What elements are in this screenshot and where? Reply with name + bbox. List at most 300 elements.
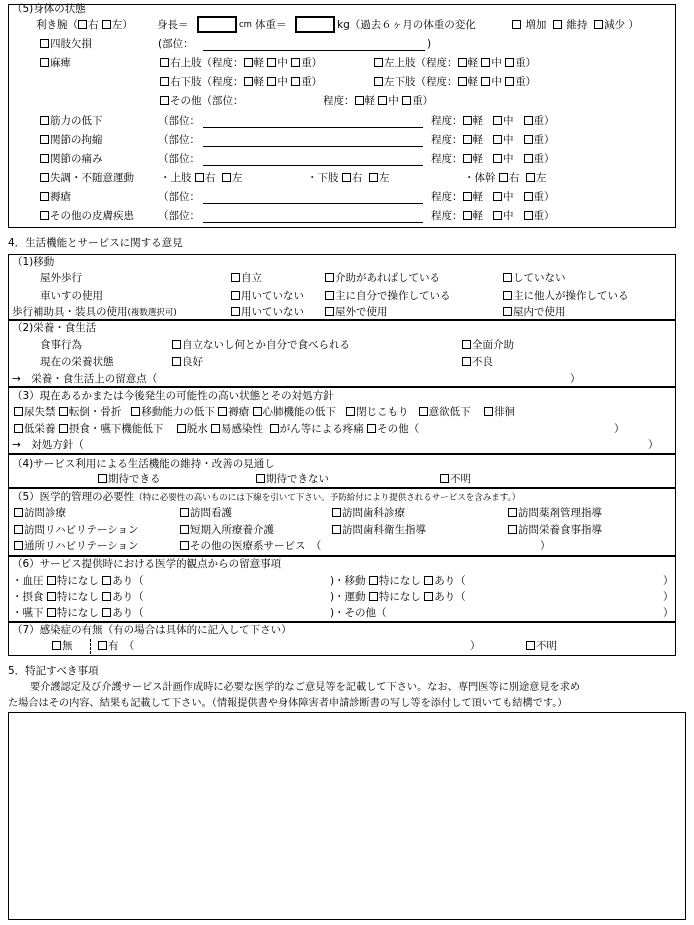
- left-label: 左: [379, 172, 390, 184]
- prospect-expect-checkbox[interactable]: [98, 474, 107, 483]
- medical-title-text: （5）医学的管理の必要性: [12, 491, 135, 503]
- degree-heavy: 重）: [533, 210, 555, 222]
- ataxia-checkbox[interactable]: [40, 173, 49, 182]
- notes-close: ): [330, 575, 335, 587]
- degree-label: 程度：: [431, 115, 463, 127]
- right-label: 右: [508, 172, 520, 184]
- wheel-self-label: 主に自分で操作している: [335, 290, 451, 302]
- pu-mid-checkbox[interactable]: [493, 192, 502, 201]
- skin-disease-site-line[interactable]: [203, 222, 423, 223]
- limb-loss-site-label: (部位：: [158, 38, 194, 50]
- nutrition-note[interactable]: → 栄養・食生活上の留意点（: [12, 373, 158, 385]
- cond-motivation-checkbox[interactable]: [419, 407, 428, 416]
- notes-title: （6）サービス提供時における医学的観点からの留意事項: [12, 558, 282, 570]
- notes-other: [334, 608, 387, 619]
- prospect-title: （4)サービス利用による生活機能の維持・改善の見通し: [12, 458, 275, 470]
- degree-heavy: 重）: [533, 153, 555, 165]
- ataxia-lower-left-checkbox[interactable]: [369, 173, 378, 182]
- outdoor-not-label: していない: [513, 272, 566, 284]
- outdoor-indep: [231, 273, 262, 284]
- medical-r3c1: [14, 541, 139, 552]
- lu-light-checkbox[interactable]: [458, 58, 467, 67]
- ataxia-lower-right-checkbox[interactable]: [342, 173, 351, 182]
- none-label: 特になし: [56, 591, 99, 603]
- ataxia-lower: [307, 173, 390, 184]
- limb-loss-row: [40, 39, 92, 50]
- sd-heavy-checkbox[interactable]: [524, 211, 533, 220]
- special-notes-text1: 要介護認定及び介護サービス計画作成時に必要な医学的なご意見等を記載して下さい。なお、専門医等に別途意見を求め: [30, 682, 581, 693]
- outdoor-assist-label: 介助があればしている: [335, 272, 440, 284]
- medical-label: 訪問看護: [190, 507, 232, 519]
- right-label: 右: [351, 172, 363, 184]
- cond-label: 心肺機能の低下: [262, 406, 337, 418]
- jp-heavy-checkbox[interactable]: [524, 154, 533, 163]
- pressure-ulcer-checkbox[interactable]: [40, 192, 49, 201]
- paralysis-other-checkbox[interactable]: [160, 96, 169, 105]
- sd-mid-checkbox[interactable]: [493, 211, 502, 220]
- degree-mid: 中: [503, 115, 514, 127]
- short-stay-checkbox[interactable]: [180, 525, 189, 534]
- muscle-weakness-site: （部位：: [158, 115, 200, 127]
- notes-exercise: [334, 592, 466, 603]
- joint-pain-row: [40, 154, 103, 165]
- policy-close: ）: [648, 439, 659, 451]
- skin-disease-degree: [431, 211, 555, 222]
- cond-label: 徘徊: [493, 406, 515, 418]
- degree-mid: 中: [503, 210, 514, 222]
- medical-row1: [14, 508, 66, 519]
- eat-full-label: 全面介助: [472, 339, 514, 351]
- wheelchair-label: 車いすの使用: [40, 290, 103, 302]
- cond-ulcer-checkbox[interactable]: [218, 407, 227, 416]
- medical-r1c4: [508, 508, 602, 519]
- medical-r3c2: [180, 541, 321, 552]
- cond-wandering-checkbox[interactable]: [484, 407, 493, 416]
- notes-close: ）: [663, 591, 674, 603]
- degree-heavy: 重）: [533, 134, 555, 146]
- muscle-weakness-site-line[interactable]: [203, 127, 423, 128]
- jp-light-checkbox[interactable]: [463, 154, 472, 163]
- weight-up-label: 増加: [525, 19, 547, 31]
- infection-yes-checkbox[interactable]: [98, 641, 107, 650]
- cond-cancer-pain-checkbox[interactable]: [270, 424, 279, 433]
- aids-note: (複数選択可): [127, 308, 177, 318]
- eat-self-label: 自立ないし何とか自分で食べられる: [182, 339, 350, 351]
- rl-mid-checkbox[interactable]: [267, 77, 276, 86]
- skin-disease-row: [40, 211, 134, 222]
- wheel-self-checkbox[interactable]: [325, 291, 334, 300]
- infection-unknown: [526, 641, 557, 652]
- conditions-title: （3）現在あるかまたは今後発生の可能性の高い状態とその対処方針: [12, 390, 334, 402]
- degree-heavy: 重）: [301, 76, 323, 88]
- po-light-checkbox[interactable]: [355, 96, 364, 105]
- wheel-not-label: 用いていない: [241, 290, 304, 302]
- notes-eat: [12, 592, 144, 603]
- medical-label: 通所リハビリテーション: [24, 540, 139, 552]
- height-unit: cm: [239, 20, 252, 30]
- left-lower-checkbox[interactable]: [374, 77, 383, 86]
- move-yes-checkbox[interactable]: [424, 576, 433, 585]
- ataxia-row: [40, 173, 134, 184]
- degree-heavy: 重）: [301, 57, 323, 69]
- po-mid-checkbox[interactable]: [378, 96, 387, 105]
- prospect-not-label: 期待できない: [266, 473, 329, 485]
- cond-label: 移動能力の低下: [141, 406, 215, 418]
- pressure-ulcer-label: 褥瘡: [50, 191, 71, 203]
- ataxia-upper-left-checkbox[interactable]: [222, 173, 231, 182]
- medical-title: [12, 492, 520, 503]
- infection-close: ）: [470, 640, 481, 652]
- policy-label[interactable]: → 対処方針（: [12, 439, 84, 451]
- cond-label: 閉じこもり: [356, 406, 409, 418]
- none-label: 特になし: [56, 575, 99, 587]
- lu-heavy-checkbox[interactable]: [505, 58, 514, 67]
- none-label: 特になし: [56, 607, 99, 619]
- nutrition-poor-checkbox[interactable]: [462, 357, 471, 366]
- aids-not-checkbox[interactable]: [231, 307, 240, 316]
- day-rehab-checkbox[interactable]: [14, 541, 23, 550]
- eat-self-checkbox[interactable]: [172, 340, 181, 349]
- cond-label: 褥瘡: [228, 406, 250, 418]
- cond-swallow-checkbox[interactable]: [59, 424, 68, 433]
- degree-light: 軽: [253, 57, 264, 69]
- cond-label: 意欲低下: [428, 406, 471, 418]
- weight-down-label: 減少 ）: [604, 19, 639, 31]
- limb-loss-checkbox[interactable]: [40, 39, 49, 48]
- dominant-right-checkbox[interactable]: [78, 20, 87, 29]
- joint-pain-site-line[interactable]: [203, 165, 423, 166]
- jp-mid-checkbox[interactable]: [493, 154, 502, 163]
- aids-outdoor-checkbox[interactable]: [325, 307, 334, 316]
- right-lower-label: 右下肢（程度：: [170, 76, 244, 88]
- ataxia-label: 失調・不随意運動: [50, 172, 134, 184]
- nutrition-guidance-checkbox[interactable]: [508, 525, 517, 534]
- pharma-checkbox[interactable]: [508, 508, 517, 517]
- body-condition-box: [8, 4, 676, 228]
- medical-r2c3: [332, 525, 426, 536]
- ct-heavy-checkbox[interactable]: [524, 135, 533, 144]
- degree-heavy: 重）: [533, 191, 555, 203]
- ct-mid-checkbox[interactable]: [493, 135, 502, 144]
- cond-incontinence-checkbox[interactable]: [14, 407, 23, 416]
- medical-label: その他の医療系サービス （: [190, 540, 322, 552]
- swallow-yes-checkbox[interactable]: [102, 608, 111, 617]
- degree-label: 程度：: [431, 210, 463, 222]
- cond-label: 転倒・骨折: [68, 406, 122, 418]
- ll-heavy-checkbox[interactable]: [505, 77, 514, 86]
- ct-light-checkbox[interactable]: [463, 135, 472, 144]
- left-label: 左: [232, 172, 243, 184]
- upper-limb-label: ・上肢: [160, 172, 192, 184]
- notes-swallow: [12, 608, 144, 619]
- move-none-checkbox[interactable]: [369, 576, 378, 585]
- medical-r2c4: [508, 525, 602, 536]
- prospect-expect: [98, 474, 161, 485]
- degree-heavy: 重）: [412, 95, 434, 107]
- medical-label: 訪問栄養食事指導: [518, 524, 602, 536]
- degree-heavy: 重）: [515, 57, 537, 69]
- ru-heavy-checkbox[interactable]: [291, 58, 300, 67]
- exercise-label: ・運動: [334, 591, 366, 603]
- degree-mid: 中: [503, 134, 514, 146]
- home-visit-checkbox[interactable]: [14, 508, 23, 517]
- none-label: 特になし: [378, 575, 421, 587]
- degree-heavy: 重）: [533, 115, 555, 127]
- infection-no-checkbox[interactable]: [52, 641, 61, 650]
- aids-indoor-checkbox[interactable]: [503, 307, 512, 316]
- outdoor-indep-checkbox[interactable]: [231, 273, 240, 282]
- outdoor-not-checkbox[interactable]: [503, 273, 512, 282]
- paralysis-other-label: その他（部位：: [170, 95, 244, 107]
- wheel-other-checkbox[interactable]: [503, 291, 512, 300]
- paralysis-left-upper: [374, 58, 536, 69]
- yes-label: あり（: [434, 575, 466, 587]
- wheel-not: [231, 291, 304, 302]
- move-label: ・移動: [334, 575, 366, 587]
- dominant-left-checkbox[interactable]: [102, 20, 111, 29]
- weight-input[interactable]: [295, 16, 335, 33]
- degree-mid: 中: [491, 76, 502, 88]
- ll-mid-checkbox[interactable]: [481, 77, 490, 86]
- exercise-yes-checkbox[interactable]: [424, 592, 433, 601]
- nutrition-poor-label: 不良: [472, 356, 493, 368]
- cond-label: 易感染性: [221, 423, 264, 435]
- paralysis-right-upper: [160, 58, 322, 69]
- contracture-site-line[interactable]: [203, 146, 423, 147]
- none-label: 特になし: [378, 591, 421, 603]
- degree-light: 軽: [472, 210, 483, 222]
- special-notes-title: 5．特記すべき事項: [8, 665, 99, 677]
- degree-light: 軽: [472, 115, 483, 127]
- sd-light-checkbox[interactable]: [463, 211, 472, 220]
- right-lower-checkbox[interactable]: [160, 77, 169, 86]
- ru-mid-checkbox[interactable]: [267, 58, 276, 67]
- right-upper-checkbox[interactable]: [160, 58, 169, 67]
- infection-no: [52, 641, 73, 652]
- cond-withdrawal-checkbox[interactable]: [346, 407, 355, 416]
- nutrition-note-close: ）: [570, 373, 581, 385]
- contracture-degree: [431, 135, 555, 146]
- other-medical-checkbox[interactable]: [180, 541, 189, 550]
- medical-r1c3: [332, 508, 405, 519]
- other-label: ・その他（: [334, 607, 387, 619]
- degree-light: 軽: [472, 134, 483, 146]
- medical-label: 訪問診療: [24, 507, 66, 519]
- conditions-other-close: ）: [614, 423, 625, 435]
- cond-cardio-checkbox[interactable]: [253, 407, 262, 416]
- contracture-checkbox[interactable]: [40, 135, 49, 144]
- body-condition-title: （5)身体の状態: [12, 3, 86, 15]
- joint-pain-label: 関節の痛み: [50, 153, 103, 165]
- home-nursing-checkbox[interactable]: [180, 508, 189, 517]
- special-notes-text2: た場合はその内容、結果も記載して下さい。（情報提供書や身体障害者申請診断書の写し等を添付して頂いても結構です。）: [8, 698, 568, 709]
- nutrition-good-checkbox[interactable]: [172, 357, 181, 366]
- degree-label: 程度：: [431, 191, 463, 203]
- weight-same-checkbox[interactable]: [553, 20, 562, 29]
- nutrition-poor: [462, 357, 493, 368]
- medical-label: 訪問歯科診療: [342, 507, 405, 519]
- rl-light-checkbox[interactable]: [244, 77, 253, 86]
- pu-light-checkbox[interactable]: [463, 192, 472, 201]
- degree-mid: 中: [277, 76, 288, 88]
- mw-mid-checkbox[interactable]: [493, 116, 502, 125]
- degree-light: 軽: [253, 76, 264, 88]
- dominant-arm-label: 利き腕（: [36, 19, 78, 31]
- lu-mid-checkbox[interactable]: [481, 58, 490, 67]
- yes-label: あり（: [434, 591, 466, 603]
- wheel-not-checkbox[interactable]: [231, 291, 240, 300]
- dental-visit-checkbox[interactable]: [332, 508, 341, 517]
- cond-malnutrition-checkbox[interactable]: [14, 424, 23, 433]
- infection-unknown-checkbox[interactable]: [526, 641, 535, 650]
- swallow-label: ・嚥下: [12, 607, 44, 619]
- paralysis-right-lower: [160, 77, 322, 88]
- skin-disease-label: その他の皮膚疾患: [50, 210, 134, 222]
- po-heavy-checkbox[interactable]: [402, 96, 411, 105]
- weight-down-checkbox[interactable]: [594, 20, 603, 29]
- prospect-expect-label: 期待できる: [108, 473, 161, 485]
- eat-full-checkbox[interactable]: [462, 340, 471, 349]
- ataxia-upper: [160, 173, 243, 184]
- infection-unknown-label: 不明: [536, 640, 557, 652]
- degree-heavy: 重）: [515, 76, 537, 88]
- degree-light: 軽: [467, 76, 478, 88]
- special-notes-area[interactable]: [8, 712, 686, 920]
- movement-title: （1)移動: [12, 256, 55, 268]
- paralysis-row: [40, 58, 71, 69]
- dominant-right-label: 右: [88, 19, 99, 31]
- yes-label: あり（: [112, 591, 144, 603]
- exercise-none-checkbox[interactable]: [369, 592, 378, 601]
- nutrition-title: （2)栄養・食生活: [12, 322, 97, 334]
- limb-loss-label: 四肢欠損: [50, 38, 92, 50]
- medical-r2c1: [14, 525, 139, 536]
- degree-light: 軽: [472, 153, 483, 165]
- cond-fall-checkbox[interactable]: [59, 407, 68, 416]
- weight-change-options: [512, 20, 639, 31]
- aids-text: 歩行補助具・装具の使用: [12, 306, 128, 318]
- degree-mid: 中: [503, 153, 514, 165]
- prospect-unknown-label: 不明: [450, 473, 471, 485]
- skin-disease-checkbox[interactable]: [40, 211, 49, 220]
- cond-mobility-checkbox[interactable]: [131, 407, 140, 416]
- yes-label: あり（: [112, 607, 144, 619]
- eat-none-checkbox[interactable]: [47, 592, 56, 601]
- prospect-not-checkbox[interactable]: [256, 474, 265, 483]
- eat-full: [462, 340, 514, 351]
- degree-light: 軽: [364, 95, 375, 107]
- left-upper-label: 左上肢（程度：: [384, 57, 458, 69]
- mw-heavy-checkbox[interactable]: [524, 116, 533, 125]
- aids-outdoor: [325, 307, 388, 318]
- notes-close: ): [330, 591, 335, 603]
- aids-outdoor-label: 屋外で使用: [335, 306, 388, 318]
- cond-dehydration-checkbox[interactable]: [177, 424, 186, 433]
- medical-other-close: ）: [540, 540, 551, 552]
- joint-pain-checkbox[interactable]: [40, 154, 49, 163]
- notes-move: [334, 576, 466, 587]
- dominant-left-label: 左）: [111, 19, 133, 31]
- medical-r2c2: [180, 525, 274, 536]
- degree-label: 程度：: [431, 134, 463, 146]
- paralysis-checkbox[interactable]: [40, 58, 49, 67]
- paralysis-left-lower: [374, 77, 536, 88]
- section4-title: 4．生活機能とサービスに関する意見: [8, 237, 183, 249]
- outdoor-indep-label: 自立: [241, 272, 262, 284]
- weight-up-checkbox[interactable]: [512, 20, 521, 29]
- infection-yes: [98, 641, 134, 652]
- outdoor-assist-checkbox[interactable]: [325, 273, 334, 282]
- pu-heavy-checkbox[interactable]: [524, 192, 533, 201]
- paralysis-label: 麻痺: [50, 57, 71, 69]
- bp-none-checkbox[interactable]: [47, 576, 56, 585]
- left-upper-checkbox[interactable]: [374, 58, 383, 67]
- ataxia-trunk-left-checkbox[interactable]: [526, 173, 535, 182]
- notes-close: ）: [663, 607, 674, 619]
- wheel-other: [503, 291, 629, 302]
- aids-indoor: [503, 307, 566, 318]
- degree-mid: 中: [503, 191, 514, 203]
- right-label: 右: [204, 172, 216, 184]
- swallow-none-checkbox[interactable]: [47, 608, 56, 617]
- muscle-weakness-label: 筋力の低下: [50, 115, 103, 127]
- mw-light-checkbox[interactable]: [463, 116, 472, 125]
- aids-not: [231, 307, 304, 318]
- infection-yes-label: 有 （: [108, 640, 135, 652]
- pressure-ulcer-site-line[interactable]: [203, 203, 423, 204]
- dental-hygiene-checkbox[interactable]: [332, 525, 341, 534]
- prospect-unknown: [440, 474, 471, 485]
- outdoor-walk-label: 屋外歩行: [40, 272, 82, 284]
- outdoor-assist: [325, 273, 440, 284]
- aids-indoor-label: 屋内で使用: [513, 306, 566, 318]
- left-lower-label: 左下肢（程度：: [384, 76, 458, 88]
- trunk-label: ・体幹: [464, 172, 496, 184]
- eat-self: [172, 340, 350, 351]
- eating-label: 食事行為: [40, 339, 82, 351]
- cond-label: 尿失禁: [24, 406, 56, 418]
- rl-heavy-checkbox[interactable]: [291, 77, 300, 86]
- height-input[interactable]: [197, 16, 237, 33]
- cond-infection-checkbox[interactable]: [211, 424, 220, 433]
- prospect-unknown-checkbox[interactable]: [440, 474, 449, 483]
- ataxia-trunk-right-checkbox[interactable]: [499, 173, 508, 182]
- degree-label: 程度：: [431, 153, 463, 165]
- prospect-not: [256, 474, 329, 485]
- joint-pain-degree: [431, 154, 555, 165]
- muscle-weakness-degree: [431, 116, 555, 127]
- eat-yes-checkbox[interactable]: [102, 592, 111, 601]
- medical-r1c2: [180, 508, 232, 519]
- limb-loss-site-line[interactable]: [203, 50, 425, 51]
- ataxia-trunk: [464, 173, 547, 184]
- home-rehab-checkbox[interactable]: [14, 525, 23, 534]
- weight-change-label: kg（過去６ヶ月の体重の変化: [337, 19, 476, 31]
- right-upper-label: 右上肢（程度：: [170, 57, 244, 69]
- pressure-ulcer-row: [40, 192, 71, 203]
- medical-note: （特に必要性の高いものには下線を引いて下さい。予防給付により提供されるサービスを含みます。）: [134, 493, 521, 503]
- cond-other-checkbox[interactable]: [367, 424, 376, 433]
- medical-label: 訪問薬剤管理指導: [518, 507, 602, 519]
- skin-disease-site: （部位：: [158, 210, 200, 222]
- bp-yes-checkbox[interactable]: [102, 576, 111, 585]
- degree-mid: 中: [491, 57, 502, 69]
- ru-light-checkbox[interactable]: [244, 58, 253, 67]
- paralysis-other: [160, 96, 244, 107]
- ataxia-upper-right-checkbox[interactable]: [195, 173, 204, 182]
- muscle-weakness-checkbox[interactable]: [40, 116, 49, 125]
- ll-light-checkbox[interactable]: [458, 77, 467, 86]
